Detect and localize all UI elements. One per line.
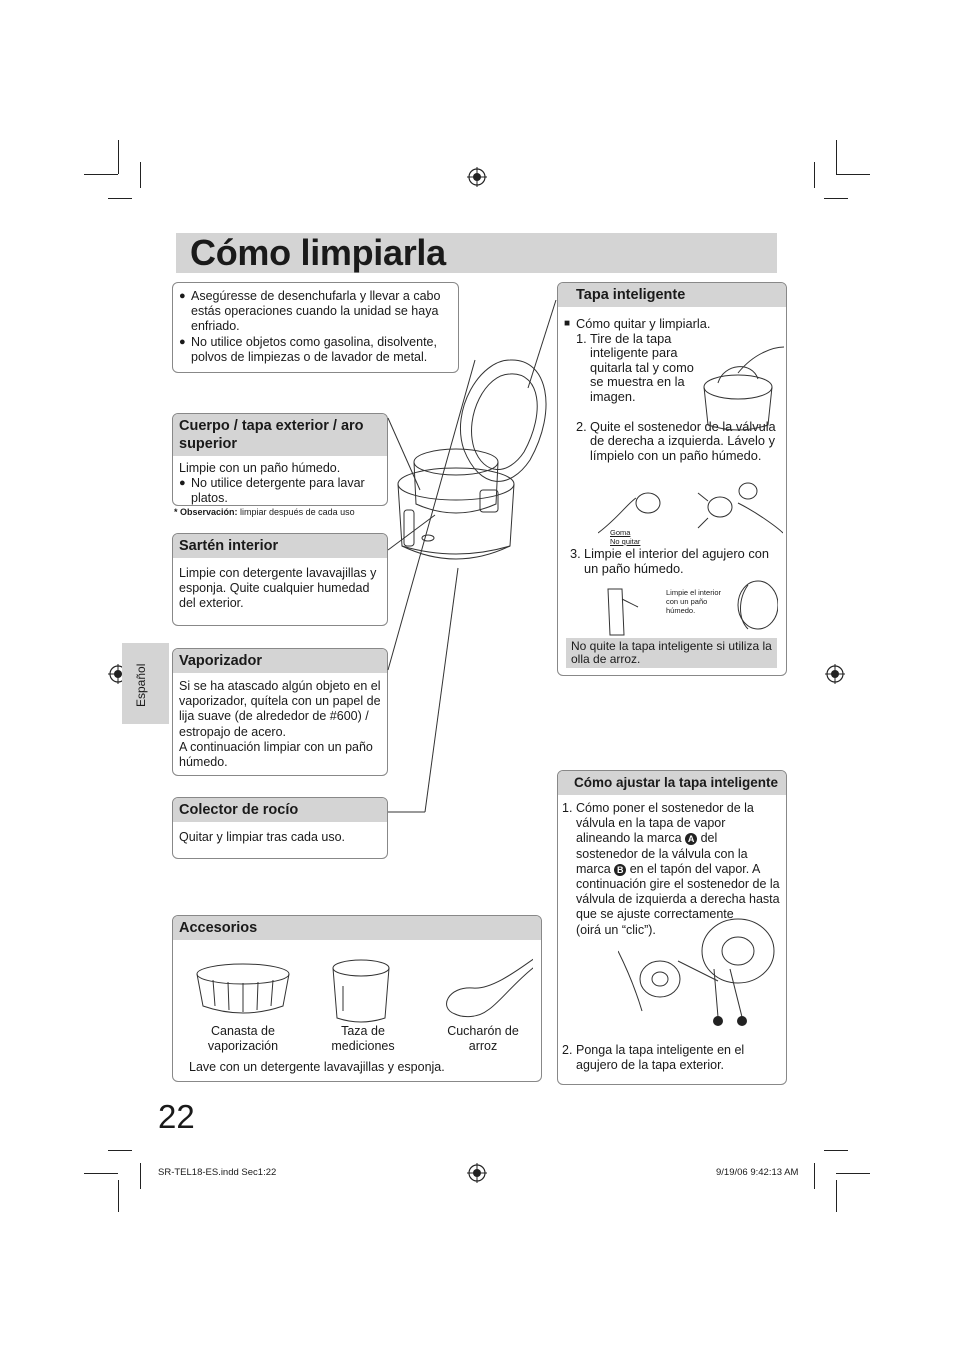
collector-section [172,797,388,859]
smart-lid-heading: Tapa inteligente [558,283,786,307]
adjust-lid-step-2: 2. Ponga la tapa inteligente en el agujero de la tapa exterior. [562,1043,745,1073]
registration-mark-icon [467,1163,487,1183]
adjust-lid-heading: Cómo ajustar la tapa inteligente [558,771,786,795]
accessory-cup-label: Taza de mediciones [331,1024,395,1054]
body-section-bullet: No utilice detergente para lavar platos. [191,476,365,506]
smart-lid-warning: No quite la tapa inteligente si utiliza la olla de arroz. [566,638,777,668]
body-section: Cuerpo / tapa exterior / aro superior Limpie con un paño húmedo. ● No utilice detergente para lavar platos. [172,413,388,506]
accessories-illustration [193,956,533,1031]
smart-lid-step-2: Quite el sostenedor de la válvula de derecha a izquierda. Lávelo y límpielo con un paño húmedo. [590,418,776,463]
steamer-section-heading: Vaporizador [173,649,387,673]
wipe-label: Limpie el interior con un paño húmedo. [666,588,722,615]
collector-section-heading: Colector de rocío [173,798,387,822]
accessories-section [172,915,542,1082]
rice-cooker-illustration [380,300,560,820]
warning-box: ● Asegúresse de desenchufarla y llevar a cabo estás operaciones cuando la unidad se haya enfriado. ● No utilice objetos como gasolina, disolvente, polvos de limpiezas o de lavador de metal. [172,282,459,373]
smart-lid-step-1: Tire de la tapa inteligente para quitarla tal y como se muestra en la imagen. [590,330,694,404]
accessories-footer: Lave con un detergente lavavajillas y esponja. [189,1060,445,1074]
pan-section-text: Limpie con detergente lavavajillas y esponja. Quite cualquier humedad del exterior. [179,566,377,611]
gasket-label: Goma [610,528,631,537]
accessory-basket-label: Canasta de vaporización [207,1024,279,1054]
accessories-heading: Accesorios [173,916,541,940]
gasket-note: No quitar [610,537,641,546]
adjust-lid-section [557,770,787,1085]
accessory-spatula-label: Cucharón de arroz [447,1024,519,1054]
mark-b-icon: B [614,864,626,876]
language-tab-label: Español [134,663,148,707]
mark-a-icon: A [685,833,697,845]
warning-2: No utilice objetos como gasolina, disolvente, polvos de limpiezas o de lavador de metal. [191,334,437,364]
steamer-section-text-1: Si se ha atascado algún objeto en el vaporizador, quítela con un papel de lija suave (de alrededor de #600) / estropajo de acero. [179,679,381,739]
footer-file-info: SR-TEL18-ES.indd Sec1:22 [158,1167,277,1178]
pan-section [172,533,388,626]
page-title: Cómo limpiarla [190,232,446,273]
body-section-text: Limpie con un paño húmedo. [179,461,341,475]
collector-section-text: Quitar y limpiar tras cada uso. [179,830,346,844]
adjust-lid-step-1: 1. Cómo poner el sostenedor de la válvula en la tapa de vapor alineando la marca A del sostenedor de la válvula con la marca B en el tapón del vapor. A continuación gire el sostenedor de la válvula de izquierda a derecha hasta que se ajuste correctamente (oirá un “clic”). [562,801,780,937]
smart-lid-intro: Cómo quitar y limpiarla. [576,316,711,331]
smart-lid-step-3: Limpie el interior del agujero con un paño húmedo. [584,546,769,576]
smart-lid-removal-illustration [698,343,786,435]
body-section-heading: Cuerpo / tapa exterior / aro superior [173,414,387,456]
pan-section-heading: Sartén interior [173,534,387,558]
registration-mark-icon [467,167,487,187]
steamer-section [172,648,388,776]
valve-holder-fitting-illustration [618,911,783,1029]
body-section-note: * Observación: limpiar después de cada uso [174,507,355,517]
warning-1: Asegúresse de desenchufarla y llevar a cabo estás operaciones cuando la unidad se haya enfriado. [191,289,441,334]
registration-mark-icon [825,664,845,684]
smart-lid-section: Tapa inteligente ■ Cómo quitar y limpiarla. 1. Tire de la tapa inteligente para quitarla tal y como se muestra en la imagen. 2. Quite el sostenedor de la válvula de derecha a izquierda. Lávelo y límpielo con un paño húmedo. Goma No quitar 3. Limpie el interior del agujero con un paño húmedo. Limpie el interior con un paño húmedo. No quite la tapa inteligente si utiliza la olla de arroz. [557,282,787,676]
footer-timestamp: 9/19/06 9:42:13 AM [716,1167,799,1178]
steamer-section-text-2: A continuación limpiar con un paño húmedo. [179,739,373,770]
page-number: 22 [158,1098,195,1135]
